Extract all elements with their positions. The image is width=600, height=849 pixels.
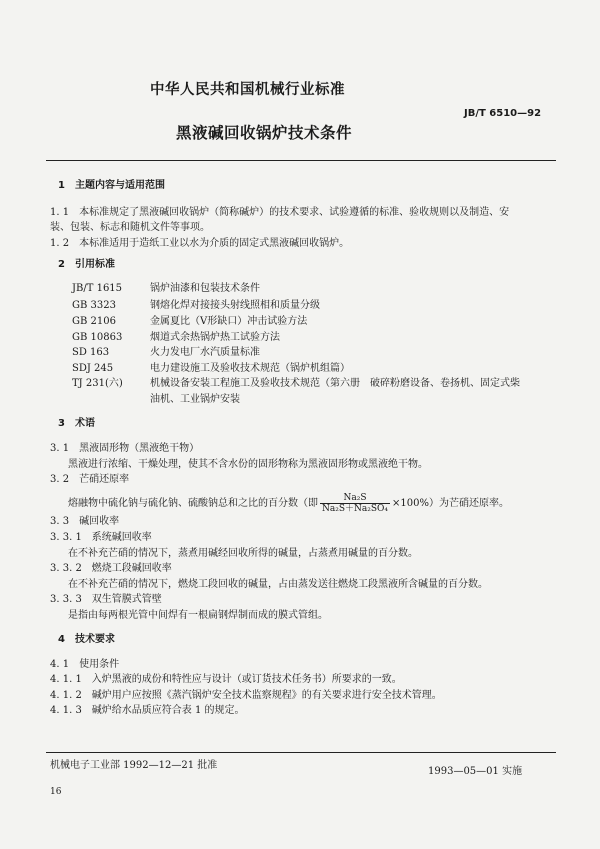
footer-rule [46, 752, 556, 753]
clause-4-1-1: 4. 1. 1 入炉黑液的成份和特性应与设计（或订货技术任务书）所要求的一致。 [50, 674, 402, 685]
reference-name: 电力建设施工及验收技术规范（锅炉机组篇） [150, 363, 350, 374]
clause-1-2: 1. 2 本标准适用于造纸工业以水为介质的固定式黑液碱回收锅炉。 [50, 238, 350, 249]
effective-date: 1993—05—01 实施 [428, 766, 523, 777]
formula-prefix: 熔融物中硫化钠与硫化钠、硫酸钠总和之比的百分数（即 [68, 498, 318, 509]
clause-3-1: 3. 1 黑液固形物（黑液绝干物） [50, 443, 200, 454]
formula-suffix: ×100%）为芒硝还原率。 [392, 498, 509, 509]
page-number: 16 [50, 787, 62, 797]
reference-name-continued: 油机、工业锅炉安装 [150, 394, 240, 405]
reference-code: SD 163 [72, 347, 110, 358]
clause-3-3-1-body: 在不补充芒硝的情况下，蒸煮用碱经回收所得的碱量，占蒸煮用碱量的百分数。 [68, 548, 418, 559]
clause-4-1-3: 4. 1. 3 碱炉给水品质应符合表 1 的规定。 [50, 705, 245, 716]
clause-3-3: 3. 3 碱回收率 [50, 516, 120, 527]
clause-3-2-body [68, 493, 509, 515]
reference-code: GB 2106 [72, 316, 116, 327]
header-rule [46, 160, 556, 161]
reference-name: 火力发电厂水汽质量标准 [150, 347, 260, 358]
reference-name: 锅炉油漆和包装技术条件 [150, 283, 260, 294]
clause-3-3-1: 3. 3. 1 系统碱回收率 [50, 532, 152, 543]
clause-3-2: 3. 2 芒硝还原率 [50, 474, 130, 485]
section-3-heading: 3 术语 [58, 418, 95, 429]
reference-name: 金属夏比（V形缺口）冲击试验方法 [150, 316, 308, 327]
clause-3-3-3-body: 是指由每两根光管中间焊有一根扁钢焊制而成的膜式管组。 [68, 610, 328, 621]
fraction-denominator: Na₂S＋Na₂SO₄ [322, 504, 389, 514]
reference-code: TJ 231(六) [72, 378, 123, 389]
clause-1-1-line-1: 1. 1 本标准规定了黑液碱回收锅炉（简称碱炉）的技术要求、试验遵循的标准、验收规则以及制造、安 [50, 207, 510, 218]
standard-category: 中华人民共和国机械行业标准 [150, 82, 345, 98]
section-4-heading: 4 技术要求 [58, 634, 115, 645]
reduction-fraction [320, 493, 390, 514]
section-2-heading: 2 引用标准 [58, 259, 115, 270]
document-title: 黑液碱回收锅炉技术条件 [176, 124, 353, 142]
reference-code: GB 3323 [72, 300, 116, 311]
clause-4-1: 4. 1 使用条件 [50, 659, 120, 670]
fraction-numerator: Na₂S [343, 493, 367, 503]
clause-3-3-3: 3. 3. 3 双生管膜式管壁 [50, 594, 162, 605]
approval-date: 机械电子工业部 1992—12—21 批准 [50, 760, 218, 771]
reference-name: 机械设备安装工程施工及验收技术规范（第六册 破碎粉磨设备、卷扬机、固定式柴 [150, 378, 520, 389]
section-1-heading: 1 主题内容与适用范围 [58, 180, 165, 191]
reference-code: SDJ 245 [72, 363, 114, 374]
reference-code: JB/T 1615 [72, 283, 123, 294]
clause-3-1-body: 黑液进行浓缩、干燥处理，使其不含水份的固形物称为黑液固形物或黑液绝干物。 [68, 459, 428, 470]
clause-3-3-2: 3. 3. 2 燃烧工段碱回收率 [50, 563, 172, 574]
reference-name: 烟道式余热锅炉热工试验方法 [150, 332, 280, 343]
clause-4-1-2: 4. 1. 2 碱炉用户应按照《蒸汽锅炉安全技术监察规程》的有关要求进行安全技术管理。 [50, 690, 442, 701]
standard-number: JB/T 6510—92 [464, 108, 542, 119]
clause-1-1-line-2: 装、包装、标志和随机文件等事项。 [50, 222, 210, 233]
clause-3-3-2-body: 在不补充芒硝的情况下，燃烧工段回收的碱量，占由蒸发送往燃烧工段黑液所含碱量的百分数。 [68, 579, 488, 590]
reference-name: 钢熔化焊对接接头射线照相和质量分级 [150, 300, 320, 311]
reference-code: GB 10863 [72, 332, 123, 343]
